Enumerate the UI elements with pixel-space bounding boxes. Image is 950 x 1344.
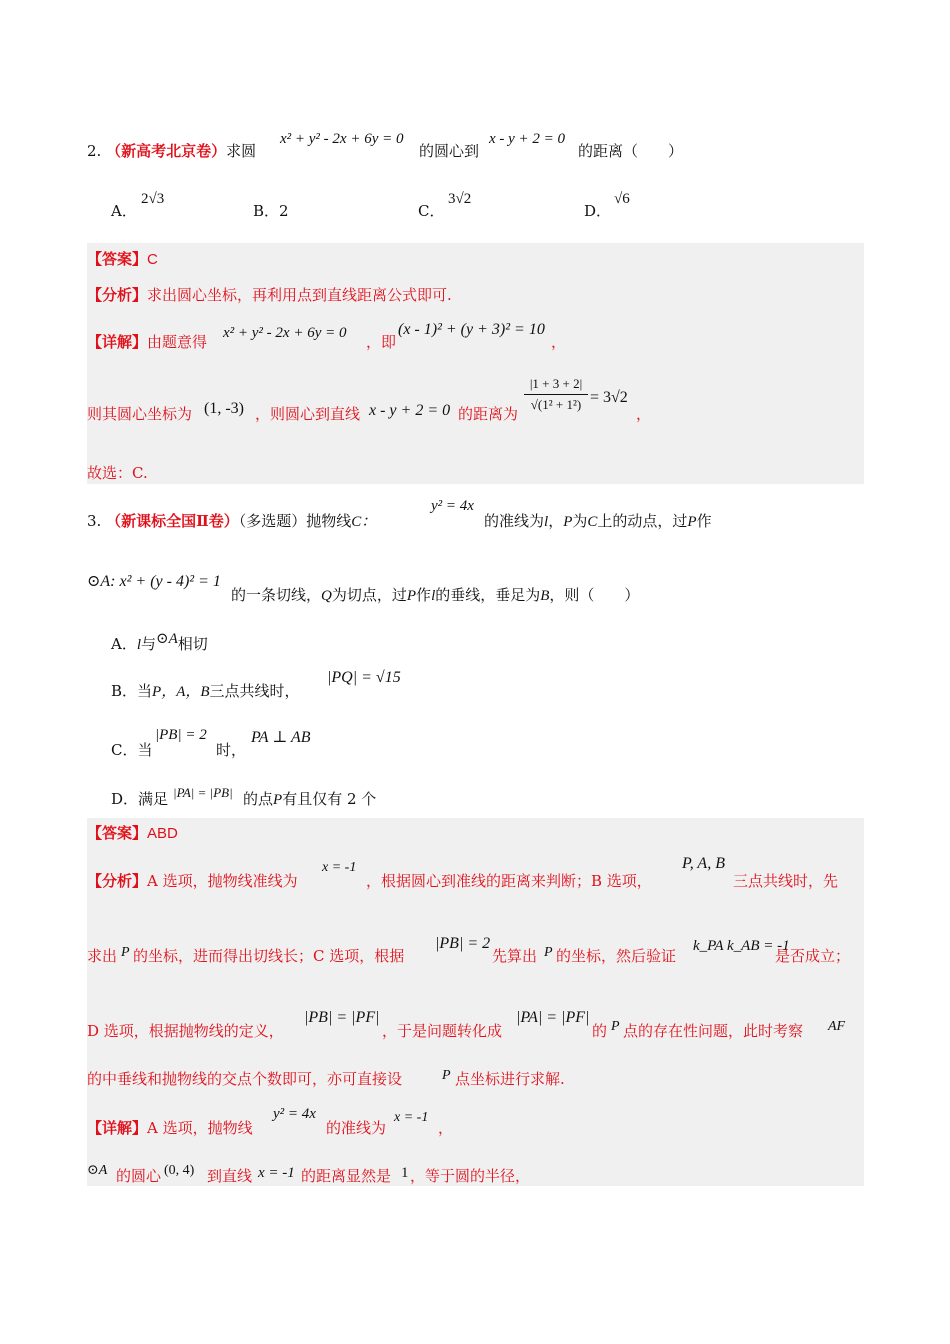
q3-option-b-equation: |PQ| = √15 [327,669,401,686]
q3-var-c: C [587,514,598,530]
q2-circle-equation: x² + y² - 2x + 6y = 0 [280,131,404,147]
q3-an2-d: 的坐标，然后验证 [556,947,677,965]
q3-stem-line-2 [231,585,639,606]
q3-line2-b: 为切点，过 [331,586,407,604]
q2-option-b-label: B． [253,202,280,220]
q2-number: 2. [87,142,102,160]
q3-circle-equation: ⊙A: x² + (y - 4)² = 1 [87,573,221,590]
q2-answer-value: C [147,251,158,268]
q2-option-a-value: 2√3 [141,191,165,207]
q3-an3-equation: |PB| = |PF| [304,1009,380,1026]
q2-fraction-numerator: |1 + 3 + 2| [524,376,588,395]
q2-option-d [584,201,611,221]
q3-stem-line-1 [87,511,376,532]
q3-an3-p: P [611,1019,620,1034]
q3-analysis-line-3 [87,1021,284,1041]
q3-d2-center: (0, 4) [164,1163,195,1178]
q3-an1-c: 三点共线时，先 [733,872,839,890]
q3-an2-a: 求出 [87,947,118,965]
q2-option-a-label: A． [111,202,137,220]
q2-option-b-value: 2 [279,202,289,220]
q3-d2-equation: x = -1 [258,1165,295,1181]
q2-conclusion: 故选：C. [87,464,148,482]
q3-d2-a: 的圆心 [116,1167,162,1185]
q3-option-c-equation: |PB| = 2 [155,727,207,743]
q3-an2-equation-2: k_PA k_AB = -1 [693,938,790,954]
q2-detail-tag: 【详解】 [87,333,148,351]
q2-detail-c: ， [551,333,567,351]
q3-analysis-line-1 [87,871,298,891]
q3-an2-p2: P [544,945,553,960]
q3-var-b: B [540,588,550,604]
q3-an1-a: A 选项，抛物线准线为 [147,872,298,890]
q3-an3-equation-2: |PA| = |PF| [516,1009,590,1026]
q2-stem [87,141,256,161]
q3-line2-d: 的垂线，垂足为 [435,586,541,604]
q3-d2-b: 到直线 [207,1167,253,1185]
q3-d2-d: ，等于圆的半径， [410,1167,531,1185]
q2-detail-equation-2: (x - 1)² + (y + 3)² = 10 [398,321,545,338]
q3-var-l2: l [431,588,436,604]
q2-center-coords: (1, -3) [204,400,244,417]
q3-option-b-text: 当 [137,682,153,700]
q2-option-c [418,201,444,221]
q3-option-a-text: 与 [141,635,157,653]
q2-answer [87,249,158,270]
q3-source: （新课标全国Ⅱ卷） [106,512,239,530]
q2-source: （新高考北京卷） [106,142,227,160]
q3-an2-c: 先算出 [492,947,538,965]
q3-text-a: 抛物线 [306,512,352,530]
q2-analysis-tag: 【分析】 [87,286,148,304]
q3-var-p2: P [687,514,697,530]
q3-d1-b: 的准线为 [326,1119,387,1137]
q3-option-b-label: B． [111,682,138,700]
q3-an2-e: 是否成立； [775,947,851,965]
q3-analysis-line-4 [87,1069,402,1089]
q3-an2-b: 的坐标，进而得出切线长；C 选项，根据 [133,947,405,965]
q3-option-b-vars: P，A，B [152,684,210,700]
q3-parabola-equation: y² = 4x [431,498,474,514]
q3-an4-b: 点坐标进行求解. [455,1070,565,1088]
q2-fraction-denominator: √(1² + 1²) [530,397,582,412]
q2-detail-f: 的距离为 [458,405,519,423]
q2-option-c-label: C． [418,202,445,220]
q2-detail-b: ，即 [366,333,397,351]
q2-detail-equation-1: x² + y² - 2x + 6y = 0 [223,325,347,341]
q3-option-b-text-b: 三点共线时， [209,682,300,700]
q2-detail-d: 则其圆心坐标为 [87,405,193,423]
q3-option-c-text-b: 时， [216,741,247,759]
q3-option-c-text: 当 [137,741,153,759]
q2-analysis [87,285,452,305]
q3-option-c [111,740,153,760]
q2-fraction-result: = 3√2 [590,389,628,406]
q2-detail-line-2 [87,404,192,424]
q3-text-b: 的准线为 [484,512,545,530]
q2-solution-box [87,243,864,484]
q3-var-p: P [563,514,573,530]
q3-curve-name: C： [351,514,377,530]
q2-option-a [111,201,137,221]
q3-option-d-label: D． [111,790,139,808]
q2-answer-tag: 【答案】 [87,250,148,268]
q3-analysis-tag: 【分析】 [87,872,148,890]
q3-d2-one: 1 [401,1165,409,1181]
q3-text-e: 上的动点，过 [597,512,688,530]
q3-option-a-text-b: 相切 [177,635,208,653]
q3-line2-a: 的一条切线， [231,586,322,604]
q2-detail-a: 由题意得 [147,333,208,351]
q3-option-b [111,681,300,702]
q2-option-d-value: √6 [614,191,630,207]
q2-detail-e: ，则圆心到直线 [255,405,361,423]
q3-an2-p: P [121,945,130,960]
q3-line2-c: 作 [416,586,432,604]
q3-option-d-text-c: 有且仅有 2 个 [282,790,377,808]
q3-answer-value: ABD [147,825,178,842]
q3-an3-d: 点的存在性问题，此时考察 [623,1022,804,1040]
q3-option-d-text-b [243,789,376,810]
q3-an3-af: AF [828,1019,846,1034]
q3-stem-line-1b [484,511,712,532]
q3-text-d: 为 [572,512,588,530]
q2-text-c: 的距离（ ） [578,142,684,160]
q3-detail-line-1 [87,1118,253,1138]
q3-answer-tag: 【答案】 [87,824,148,842]
q3-option-d-text: 满足 [138,790,169,808]
q3-text-f: 作 [696,512,712,530]
q3-an3-c: 的 [592,1022,608,1040]
q3-option-d-equation: |PA| = |PB| [173,785,233,800]
q3-detail-tag: 【详解】 [87,1119,148,1137]
q3-an3-b: ，于是问题转化成 [382,1022,503,1040]
q2-option-d-label: D． [584,202,612,220]
q2-analysis-text: 求出圆心坐标，再利用点到直线距离公式即可. [147,286,452,304]
q3-an4-a: 的中垂线和抛物线的交点个数即可，亦可直接设 [87,1070,403,1088]
q3-d2-c: 的距离显然是 [301,1167,392,1185]
q3-option-a-label: A． [111,635,137,653]
q3-text-c: ， [548,512,564,530]
q3-var-q: Q [321,588,332,604]
q2-detail [87,332,207,352]
q3-d2-circle: ⊙A [87,1163,108,1178]
q3-an1-b: ，根据圆心到准线的距离来判断；B 选项， [366,872,652,890]
q3-d1-equation-2: x = -1 [394,1110,429,1125]
q3-var-l: l [544,514,549,530]
q3-option-d [111,789,168,809]
q3-option-d-p: P [273,792,283,808]
q3-answer [87,823,178,844]
q3-option-d-text-b1: 的点 [243,790,274,808]
q3-analysis-line-2 [87,946,117,966]
q3-option-a-circle: ⊙A [156,631,178,647]
q2-line-equation-2: x - y + 2 = 0 [369,402,451,419]
q2-text-a: 求圆 [226,142,257,160]
q2-option-c-value: 3√2 [448,191,472,207]
q2-distance-fraction [524,376,588,413]
q2-text-b: 的圆心到 [419,142,480,160]
q3-var-p3: P [406,588,417,604]
q3-an2-equation: |PB| = 2 [435,935,491,952]
q3-d1-equation: y² = 4x [273,1106,316,1122]
q3-option-a-l: l [136,637,142,653]
q3-an4-p: P [442,1068,451,1083]
q3-number: 3. [87,512,102,530]
q3-line2-e: ，则（ ） [549,586,640,604]
q3-an1-equation: x = -1 [322,860,357,875]
q3-d1-c: ， [438,1119,454,1137]
q2-line-equation: x - y + 2 = 0 [489,131,566,147]
q3-type: （多选题） [238,512,307,530]
q3-option-c-label: C． [111,741,138,759]
q2-option-b [253,201,289,221]
q3-d1-a: A 选项，抛物线 [147,1119,253,1137]
q3-option-a [111,631,208,655]
q3-option-c-equation-2: PA ⊥ AB [251,729,311,746]
q2-detail-g: ， [636,405,652,423]
q3-an3-a: D 选项，根据抛物线的定义， [87,1022,284,1040]
q3-an1-vars: P, A, B [682,855,725,872]
